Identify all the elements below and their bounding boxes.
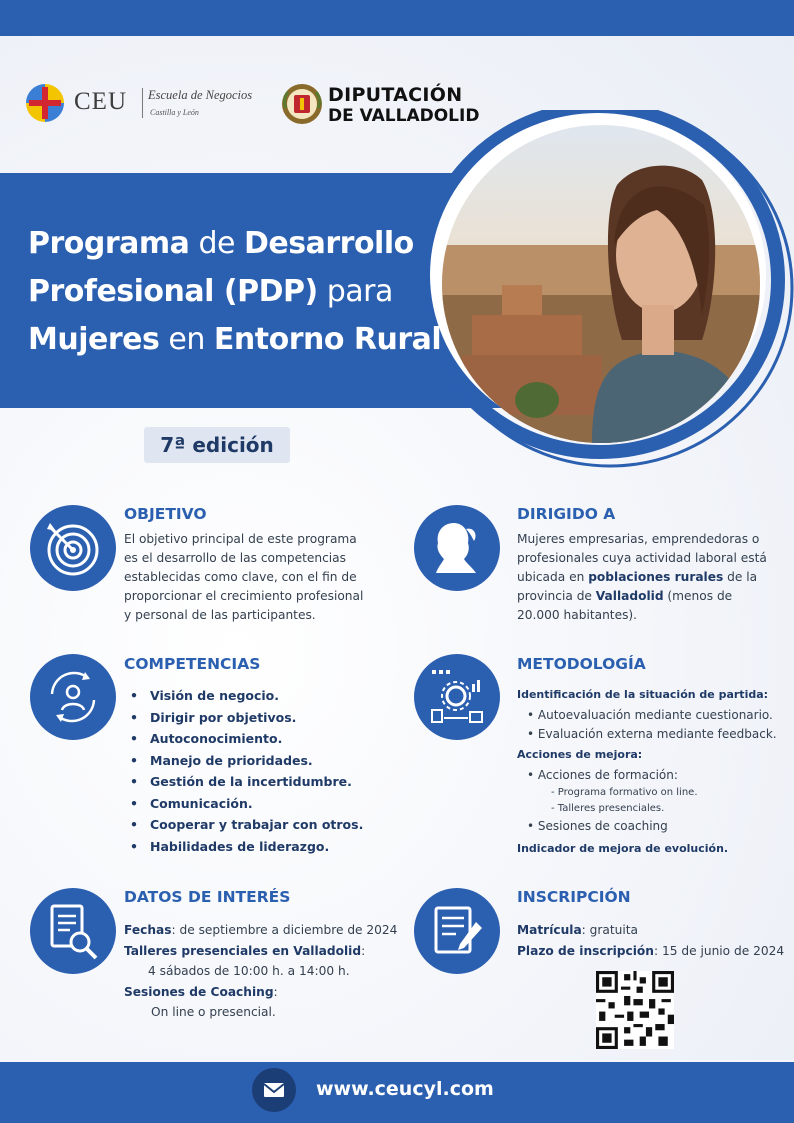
page-title: Programa de Desarrollo Profesional (PDP) para Mujeres en Entorno Rural bbox=[28, 226, 442, 357]
datos-text: Fechas: de septiembre a diciembre de 2024 Talleres presenciales en Valladolid: 4 sábados de 10:00 h. a 14:00 h. Sesiones de Coaching: On line o presencial. bbox=[124, 923, 398, 1019]
edition-badge: 7ª edición bbox=[144, 427, 290, 463]
dirigido-text: Mujeres empresarias, emprendedoras o profesionales cuya actividad laboral está ubicada en poblaciones rurales de la provincia de Valladolid (menos de 20.000 habitantes). bbox=[517, 532, 767, 622]
document-search-icon bbox=[30, 888, 116, 974]
metodologia-heading: METODOLOGÍA bbox=[517, 655, 646, 673]
list-item: • Habilidades de liderazgo. bbox=[124, 839, 363, 861]
objetivo-text: El objetivo principal de este programa es el desarrollo de las competencias establecidas como clave, con el fin de proporcionar el crecimiento profesional y personal de las participantes. bbox=[124, 532, 364, 622]
ceu-school-name: Escuela de Negocios bbox=[148, 88, 253, 102]
ceu-name: CEU bbox=[74, 88, 127, 115]
dirigido-heading: DIRIGIDO A bbox=[517, 505, 616, 523]
list-item: • Dirigir por objetivos. bbox=[124, 710, 363, 732]
target-icon bbox=[30, 505, 116, 591]
diputacion-name-line1: DIPUTACIÓN bbox=[328, 84, 463, 106]
inscripcion-heading: INSCRIPCIÓN bbox=[517, 888, 631, 906]
list-item: • Gestión de la incertidumbre. bbox=[124, 774, 363, 796]
list-item: • Manejo de prioridades. bbox=[124, 753, 363, 775]
metodologia-text: Identificación de la situación de partida: • Autoevaluación mediante cuestionario. • Evaluación externa mediante feedback. Acciones de mejora: • Acciones de formación: - Programa formativo on line. - Talleres presenciales. • Sesiones de coaching Indicador de mejora de evolución. bbox=[517, 688, 787, 855]
portrait-image bbox=[442, 125, 760, 443]
competencias-list bbox=[124, 688, 363, 860]
ceu-region: Castilla y León bbox=[150, 108, 199, 117]
mail-icon[interactable] bbox=[252, 1068, 296, 1112]
list-item: • Cooperar y trabajar con otros. bbox=[124, 817, 363, 839]
top-bar bbox=[0, 0, 794, 36]
cycle-person-icon bbox=[30, 654, 116, 740]
woman-profile-icon bbox=[414, 505, 500, 591]
objetivo-heading: OBJETIVO bbox=[124, 505, 207, 523]
pen-document-icon bbox=[414, 888, 500, 974]
list-item: • Comunicación. bbox=[124, 796, 363, 818]
competencias-heading: COMPETENCIAS bbox=[124, 655, 261, 673]
ceu-logo-icon bbox=[26, 84, 64, 122]
diputacion-name-line2: DE VALLADOLID bbox=[328, 106, 480, 126]
website-link[interactable]: www.ceucyl.com bbox=[316, 1078, 494, 1100]
inscripcion-text: Matrícula: gratuita Plazo de inscripción: 15 de junio de 2024 bbox=[517, 923, 785, 958]
list-item: • Visión de negocio. bbox=[124, 688, 363, 710]
list-item: • Autoconocimiento. bbox=[124, 731, 363, 753]
qr-code[interactable] bbox=[596, 971, 674, 1049]
gear-chart-icon bbox=[414, 654, 500, 740]
datos-heading: DATOS DE INTERÉS bbox=[124, 888, 291, 906]
diputacion-seal-icon bbox=[280, 82, 324, 126]
logo-divider bbox=[142, 88, 143, 118]
